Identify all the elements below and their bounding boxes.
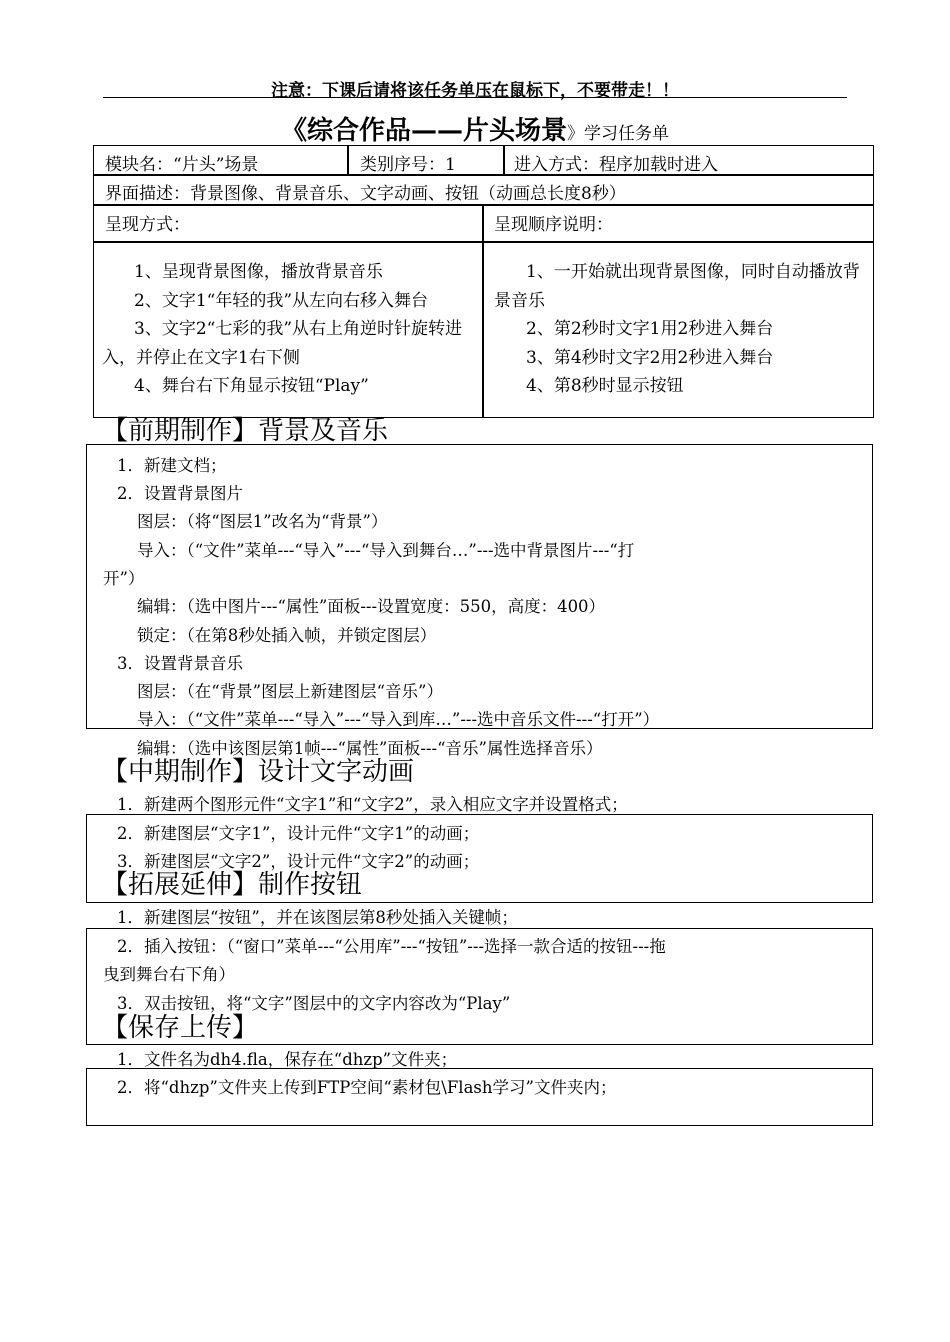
step-line: 2．插入按钮：（“窗口”菜单---“公用库”---“按钮”---选择一款合适的按钮---拖 xyxy=(117,937,666,956)
header-divider xyxy=(103,97,847,98)
presentation-item: 4、舞台右下角显示按钮“Play” xyxy=(134,376,369,396)
cell-left-header xyxy=(93,204,484,243)
step-line: 3．设置背景音乐 xyxy=(117,654,243,673)
cell-category xyxy=(347,145,505,176)
cell-right-body xyxy=(482,241,874,418)
step-line: 曳到舞台右下角） xyxy=(103,965,235,984)
step-line: 导入：（“文件”菜单---“导入”---“导入到舞台…”---选中背景图片---“打 xyxy=(137,541,635,560)
entry-label: 进入方式：程序加载时进入 xyxy=(514,155,718,175)
title-tail: 》学习任务单 xyxy=(567,124,669,144)
step-line: 编辑：（选中图片---“属性”面板---设置宽度：550，高度：400） xyxy=(137,597,606,616)
step-line: 2．新建图层“文字1”，设计元件“文字1”的动画； xyxy=(117,824,480,843)
step-line: 1．新建两个图形元件“文字1”和“文字2”，录入相应文字并设置格式； xyxy=(117,795,628,814)
step-line: 2．设置背景图片 xyxy=(117,484,243,503)
section-heading-ext: 【拓展延伸】制作按钮 xyxy=(102,870,363,900)
description-label: 界面描述：背景图像、背景音乐、文字动画、按钮（动画总长度8秒） xyxy=(105,184,626,204)
presentation-item: 2、文字1“年轻的我”从左向右移入舞台 xyxy=(134,290,429,311)
cell-right-header xyxy=(482,204,874,243)
presentation-item: 1、呈现背景图像，播放背景音乐 xyxy=(134,262,383,282)
sequence-item: 4、第8秒时显示按钮 xyxy=(526,376,684,396)
presentation-item: 3、文字2“七彩的我”从右上角逆时针旋转进入，并停止在文字1右下侧 xyxy=(102,319,463,368)
step-line: 3．新建图层“文字2”，设计元件“文字2”的动画； xyxy=(117,852,480,871)
step-line: 1．新建文档； xyxy=(117,456,227,475)
notice-text: 注意：下课后请将该任务单压在鼠标下，不要带走！！ xyxy=(271,81,679,101)
module-label: 模块名：“片头”场景 xyxy=(105,155,259,175)
sequence-list xyxy=(494,258,869,401)
step-line: 锁定：（在第8秒处插入帧，并锁定图层） xyxy=(137,626,437,645)
section-heading-save: 【保存上传】 xyxy=(102,1013,259,1043)
cell-description xyxy=(93,174,874,206)
presentation-list xyxy=(102,258,482,401)
cell-left-body xyxy=(93,241,484,418)
step-line: 图层：（将“图层1”改名为“背景”） xyxy=(137,512,388,531)
sequence-item: 2、第2秒时文字1用2秒进入舞台 xyxy=(526,319,774,339)
step-line: 1．文件名为dh4.fla，保存在“dhzp”文件夹； xyxy=(117,1050,458,1069)
section-heading-pre: 【前期制作】背景及音乐 xyxy=(102,416,389,446)
cell-module xyxy=(93,145,349,176)
step-line: 3．双击按钮，将“文字”图层中的文字内容改为“Play” xyxy=(117,994,511,1013)
title-main: 《综合作品——片头场景 xyxy=(280,116,567,146)
step-line: 图层：（在“背景”图层上新建图层“音乐”） xyxy=(137,682,443,701)
sequence-item: 3、第4秒时文字2用2秒进入舞台 xyxy=(526,347,774,368)
sequence-item: 1、一开始就出现背景图像，同时自动播放背景音乐 xyxy=(494,262,860,311)
category-label: 类别序号：1 xyxy=(360,155,456,175)
step-line: 2．将“dhzp”文件夹上传到FTP空间“素材包\Flash学习”文件夹内； xyxy=(117,1078,617,1097)
left-header-label: 呈现方式： xyxy=(105,215,190,235)
step-line: 编辑：（选中该图层第1帧---“属性”面板---“音乐”属性选择音乐） xyxy=(137,739,603,758)
step-line: 开”） xyxy=(103,569,145,588)
section-heading-mid: 【中期制作】设计文字动画 xyxy=(102,757,415,787)
step-line: 导入：（“文件”菜单---“导入”---“导入到库…”---选中音乐文件---“打开”） xyxy=(137,710,660,729)
right-header-label: 呈现顺序说明： xyxy=(494,215,613,235)
step-line: 1．新建图层“按钮”，并在该图层第8秒处插入关键帧； xyxy=(117,908,518,927)
cell-entry xyxy=(503,145,874,176)
